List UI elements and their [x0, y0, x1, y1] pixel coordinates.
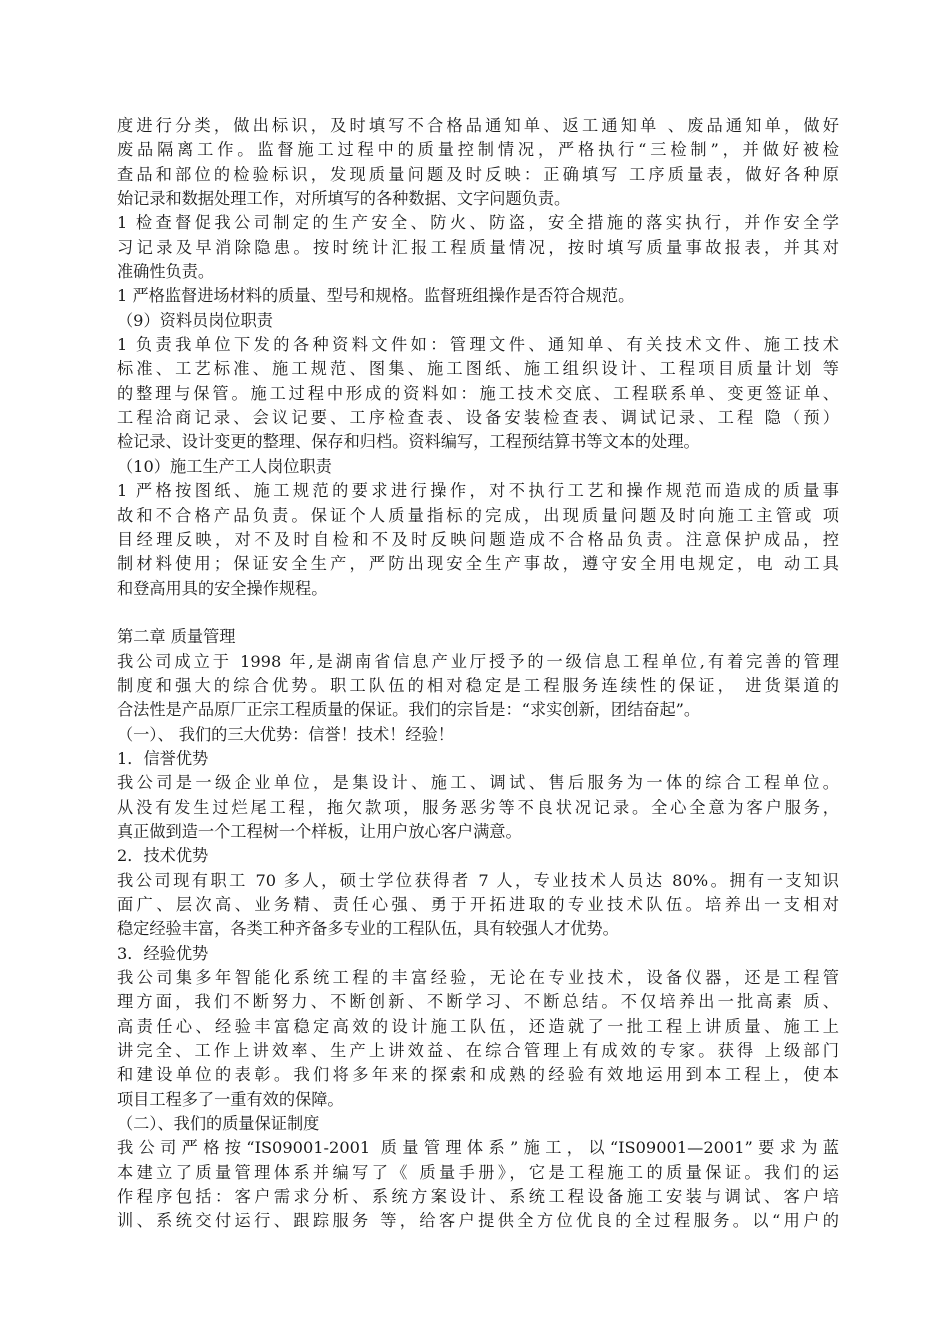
text-line: 我公司现有职工 70 多人，硕士学位获得者 7 人，专业技术人员达 80%。拥有一支知识	[117, 870, 839, 890]
text-line: 查品和部位的检验标识，发现质量问题及时反映：正确填写 工序质量表，做好各种原	[117, 164, 839, 184]
text-line: 1 严格按图纸、施工规范的要求进行操作，对不执行工艺和操作规范而造成的质量事	[117, 481, 839, 501]
text-line: 习记录及早消除隐患。按时统计汇报工程质量情况，按时填写质量事故报表，并其对	[117, 237, 839, 257]
text-line: 从没有发生过烂尾工程，拖欠款项，服务恶劣等不良状况记录。全心全意为客户服务，	[117, 797, 839, 817]
document-body	[117, 114, 839, 1234]
text-line: 废品隔离工作。监督施工过程中的质量控制情况，严格执行“三检制”，并做好被检	[117, 140, 839, 160]
text-line: 我公司成立于 1998 年,是湖南省信息产业厅授予的一级信息工程单位,有着完善的管理	[117, 651, 839, 671]
text-line: 1 检查督促我公司制定的生产安全、防火、防盗，安全措施的落实执行，并作安全学	[117, 213, 839, 233]
text-line: 训、系统交付运行、跟踪服务 等，给客户提供全方位优良的全过程服务。以“用户的	[117, 1211, 839, 1231]
text-line: 1 严格监督进场材料的质量、型号和规格。监督班组操作是否符合规范。	[117, 286, 635, 306]
text-line: 项目工程多了一重有效的保障。	[117, 1089, 344, 1109]
text-line: 2．技术优势	[117, 846, 209, 866]
text-line: 我公司集多年智能化系统工程的丰富经验，无论在专业技术，设备仪器，还是工程管	[117, 968, 839, 988]
text-line: 和登高用具的安全操作规程。	[117, 578, 328, 598]
text-line: 标准、工艺标准、施工规范、图集、施工图纸、施工组织设计、工程项目质量计划 等	[117, 359, 839, 379]
text-line: 制度和强大的综合优势。职工队伍的相对稳定是工程服务连续性的保证， 进货渠道的	[117, 675, 839, 695]
text-line: 故和不合格产品负责。保证个人质量指标的完成，出现质量问题及时向施工主管或 项	[117, 505, 839, 525]
blank-line	[117, 601, 839, 625]
text-line: 我公司严格按“IS09001-2001 质量管理体系”施工，以“IS09001—2001”要求为蓝	[117, 1138, 839, 1158]
text-line: 真正做到造一个工程树一个样板，让用户放心客户满意。	[117, 821, 522, 841]
text-line: 理方面，我们不断努力、不断创新、不断学习、不断总结。不仅培养出一批高素 质、	[117, 992, 839, 1012]
text-line: 1 负责我单位下发的各种资料文件如：管理文件、通知单、有关技术文件、施工技术	[117, 335, 839, 355]
text-line: （一）、 我们的三大优势：信誉！技术！经验！	[117, 724, 454, 744]
text-line: （二）、我们的质量保证制度	[117, 1114, 320, 1134]
text-line: 和建设单位的表彰。我们将多年来的探索和成熟的经验有效地运用到本工程上，使本	[117, 1065, 839, 1085]
text-line: 工程洽商记录、会议记要、工序检查表、设备安装检查表、调试记录、工程 隐（预）	[117, 408, 839, 428]
text-line: 本建立了质量管理体系并编写了《 质量手册》，它是工程施工的质量保证。我们的运	[117, 1162, 839, 1182]
text-line: 讲完全、工作上讲效率、生产上讲效益、在综合管理上有成效的专家。获得 上级部门	[117, 1041, 839, 1061]
text-line: （9）资料员岗位职责	[117, 310, 273, 330]
text-line: 始记录和数据处理工作，对所填写的各种数据、文字问题负责。	[117, 189, 571, 209]
text-line: 稳定经验丰富，各类工种齐备多专业的工程队伍，具有较强人才优势。	[117, 919, 619, 939]
text-line: 1．信誉优势	[117, 748, 209, 768]
text-line: （10）施工生产工人岗位职责	[117, 456, 332, 476]
text-line: 3．经验优势	[117, 943, 209, 963]
text-line: 检记录、设计变更的整理、保存和归档。资料编写，工程预结算书等文本的处理。	[117, 432, 700, 452]
text-line: 面广、层次高、业务精、责任心强、勇于开拓进取的专业技术队伍。培养出一支相对	[117, 895, 839, 914]
text-line: 准确性负责。	[117, 262, 215, 282]
text-line: 度进行分类，做出标识，及时填写不合格品通知单、返工通知单 、废品通知单，做好	[117, 116, 839, 135]
text-line: 第二章 质量管理	[117, 627, 236, 647]
text-line: 制材料使用；保证安全生产，严防出现安全生产事故，遵守安全用电规定，电 动工具	[117, 554, 839, 574]
text-line: 的整理与保管。施工过程中形成的资料如：施工技术交底、工程联系单、变更签证单、	[117, 383, 839, 403]
text-line: 目经理反映，对不及时自检和不及时反映问题造成不合格品负责。注意保护成品，控	[117, 529, 839, 549]
text-line: 我公司是一级企业单位，是集设计、施工、调试、售后服务为一体的综合工程单位。	[117, 773, 839, 793]
text-line: 作程序包括：客户需求分析、系统方案设计、系统工程设备施工安装与调试、客户培	[117, 1187, 839, 1207]
text-line: 高责任心、经验丰富稳定高效的设计施工队伍，还造就了一批工程上讲质量、施工上	[117, 1016, 839, 1036]
text-line: 合法性是产品原厂正宗工程质量的保证。我们的宗旨是：“求实创新，团结奋起”。	[117, 700, 701, 720]
